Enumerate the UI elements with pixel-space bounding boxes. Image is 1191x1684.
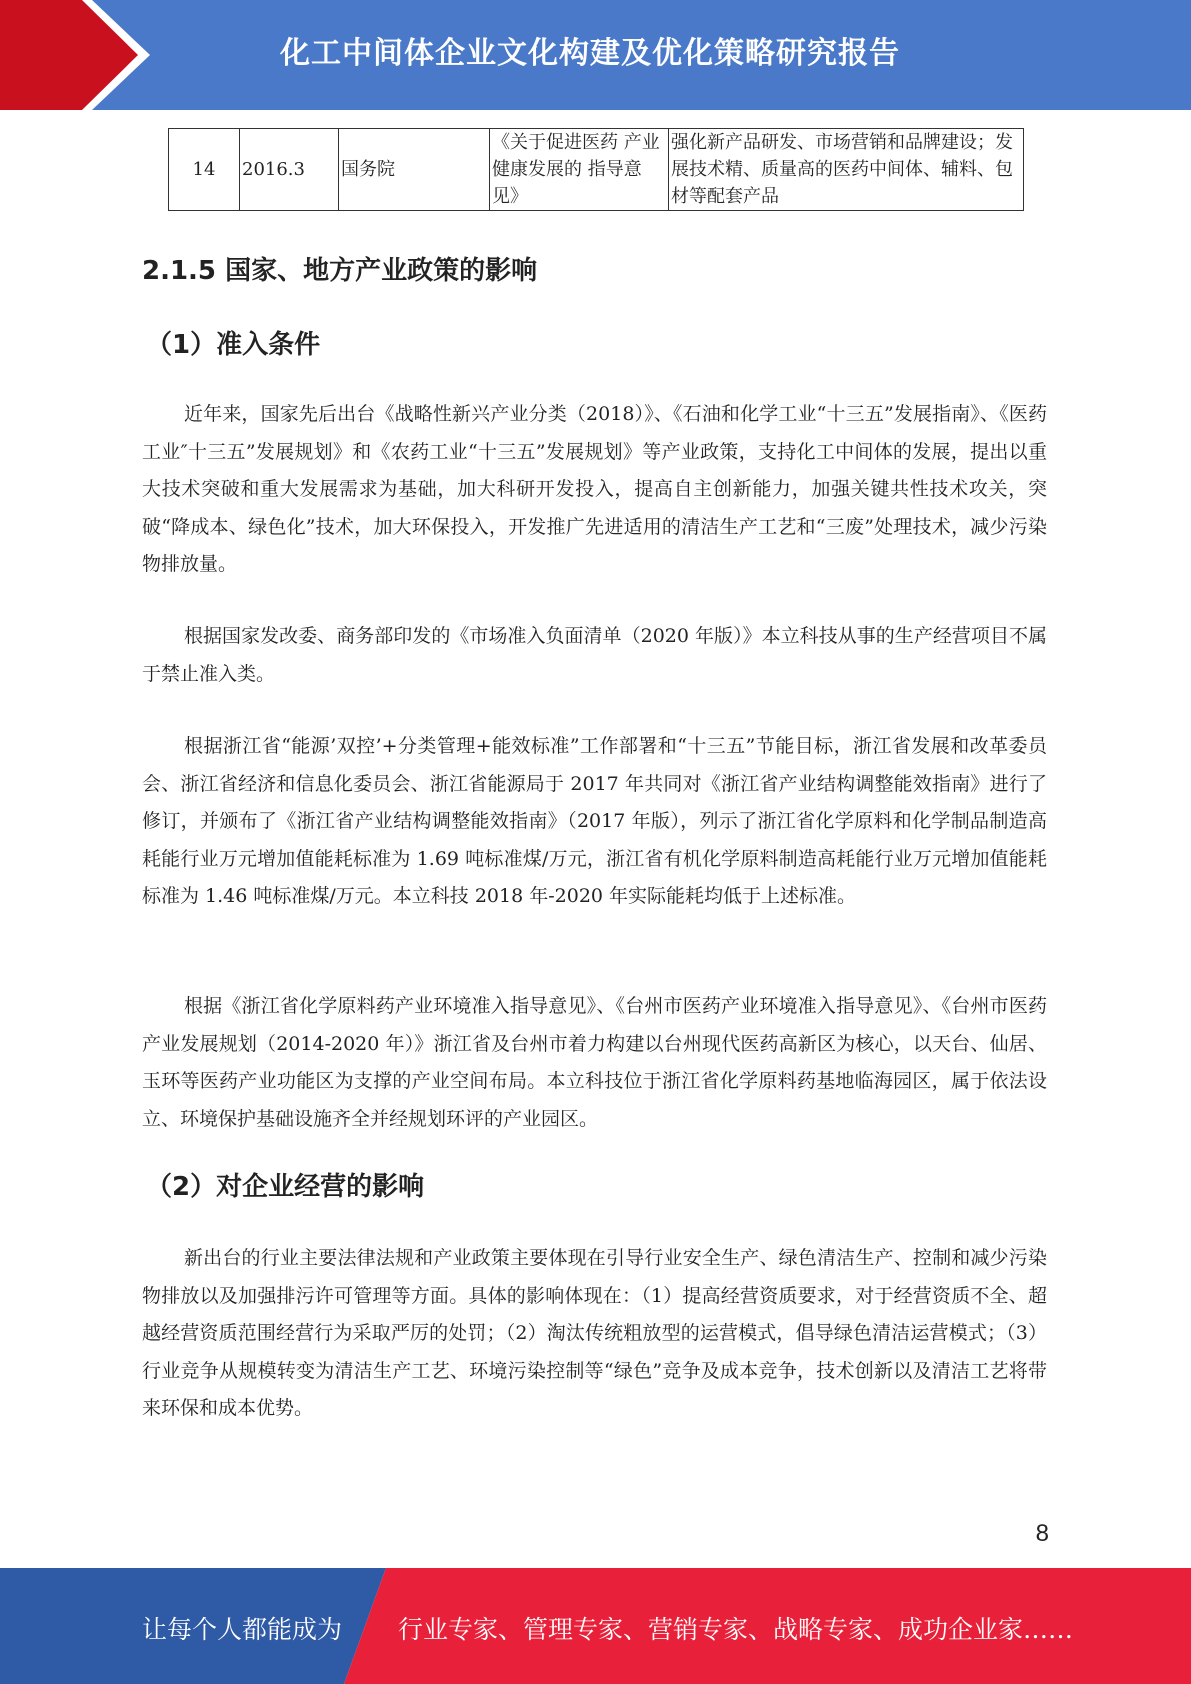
paragraph-4: 根据《浙江省化学原料药产业环境准入指导意见》、《台州市医药产业环境准入指导意见》、《台州市医药产业发展规划（2014-2020 年）》浙江省及台州市着力构建以台州现代医药高新区为核心，以天台、仙居、玉环等医药产业功能区为支撑的产业空间布局。本立科技位于浙江省化学原料药基地临海园区，属于依法设立、环境保护基础设施齐全并经规划环评的产业园区。: [142, 995, 1047, 1130]
row-organization: 国务院: [339, 129, 490, 211]
section-heading: 2.1.5 国家、地方产业政策的影响: [142, 256, 538, 286]
row-content: 强化新产品研发、市场营销和品牌建设；发展技术精、质量高的医药中间体、辅料、包材等配套产品: [669, 129, 1024, 211]
policy-table: [168, 128, 1024, 211]
subsection-heading-2: （2）对企业经营的影响: [146, 1172, 425, 1202]
footer-slogan-right: 行业专家、管理专家、营销专家、战略专家、成功企业家……: [398, 1615, 1074, 1644]
footer-slogan-left: 让每个人都能成为: [142, 1615, 343, 1644]
row-date: 2016.3: [240, 129, 339, 211]
paragraph-1: 近年来，国家先后出台《战略性新兴产业分类（2018）》、《石油和化学工业“十三五”发展指南》、《医药工业″十三五”发展规划》和《农药工业“十三五”发展规划》等产业政策，支持化工中间体的发展，提出以重大技术突破和重大发展需求为基础，加大科研开发投入，提高自主创新能力，加强关键共性技术攻关，突破“降成本、绿色化”技术，加大环保投入，开发推广先进适用的清洁生产工艺和“三废”处理技术，减少污染物排放量。: [142, 403, 1047, 575]
subsection-heading-1: （1）准入条件: [146, 330, 321, 360]
page-footer: [0, 1568, 1191, 1684]
header-arrow-decoration: [0, 0, 160, 110]
report-title: 化工中间体企业文化构建及优化策略研究报告: [280, 36, 900, 71]
page-header: [0, 0, 1191, 110]
paragraph-2: 根据国家发改委、商务部印发的《市场准入负面清单（2020 年版）》本立科技从事的生产经营项目不属于禁止准入类。: [142, 625, 1047, 685]
paragraph-5: 新出台的行业主要法律法规和产业政策主要体现在引导行业安全生产、绿色清洁生产、控制和减少污染物排放以及加强排污许可管理等方面。具体的影响体现在：（1）提高经营资质要求，对于经营资质不全、超越经营资质范围经营行为采取严厉的处罚；（2）淘汰传统粗放型的运营模式，倡导绿色清洁运营模式；（3）行业竞争从规模转变为清洁生产工艺、环境污染控制等“绿色”竞争及成本竞争，技术创新以及清洁工艺将带来环保和成本优势。: [142, 1247, 1047, 1419]
row-number: 14: [169, 129, 240, 211]
page-number: 8: [1035, 1520, 1049, 1547]
table-row: [169, 129, 1024, 211]
row-document: 《关于促进医药 产业健康发展的 指导意见》: [490, 129, 669, 211]
paragraph-3: 根据浙江省“能源’双控’+分类管理+能效标准”工作部署和“十三五”节能目标，浙江省发展和改革委员会、浙江省经济和信息化委员会、浙江省能源局于 2017 年共同对《浙江省产业结构调整能效指南》进行了修订，并颁布了《浙江省产业结构调整能效指南》（2017 年版），列示了浙江省化学原料和化学制品制造高耗能行业万元增加值能耗标准为 1.69 吨标准煤/万元，浙江省有机化学原料制造高耗能行业万元增加值能耗标准为 1.46 吨标准煤/万元。本立科技 2018 年-2020 年实际能耗均低于上述标准。: [142, 735, 1047, 907]
